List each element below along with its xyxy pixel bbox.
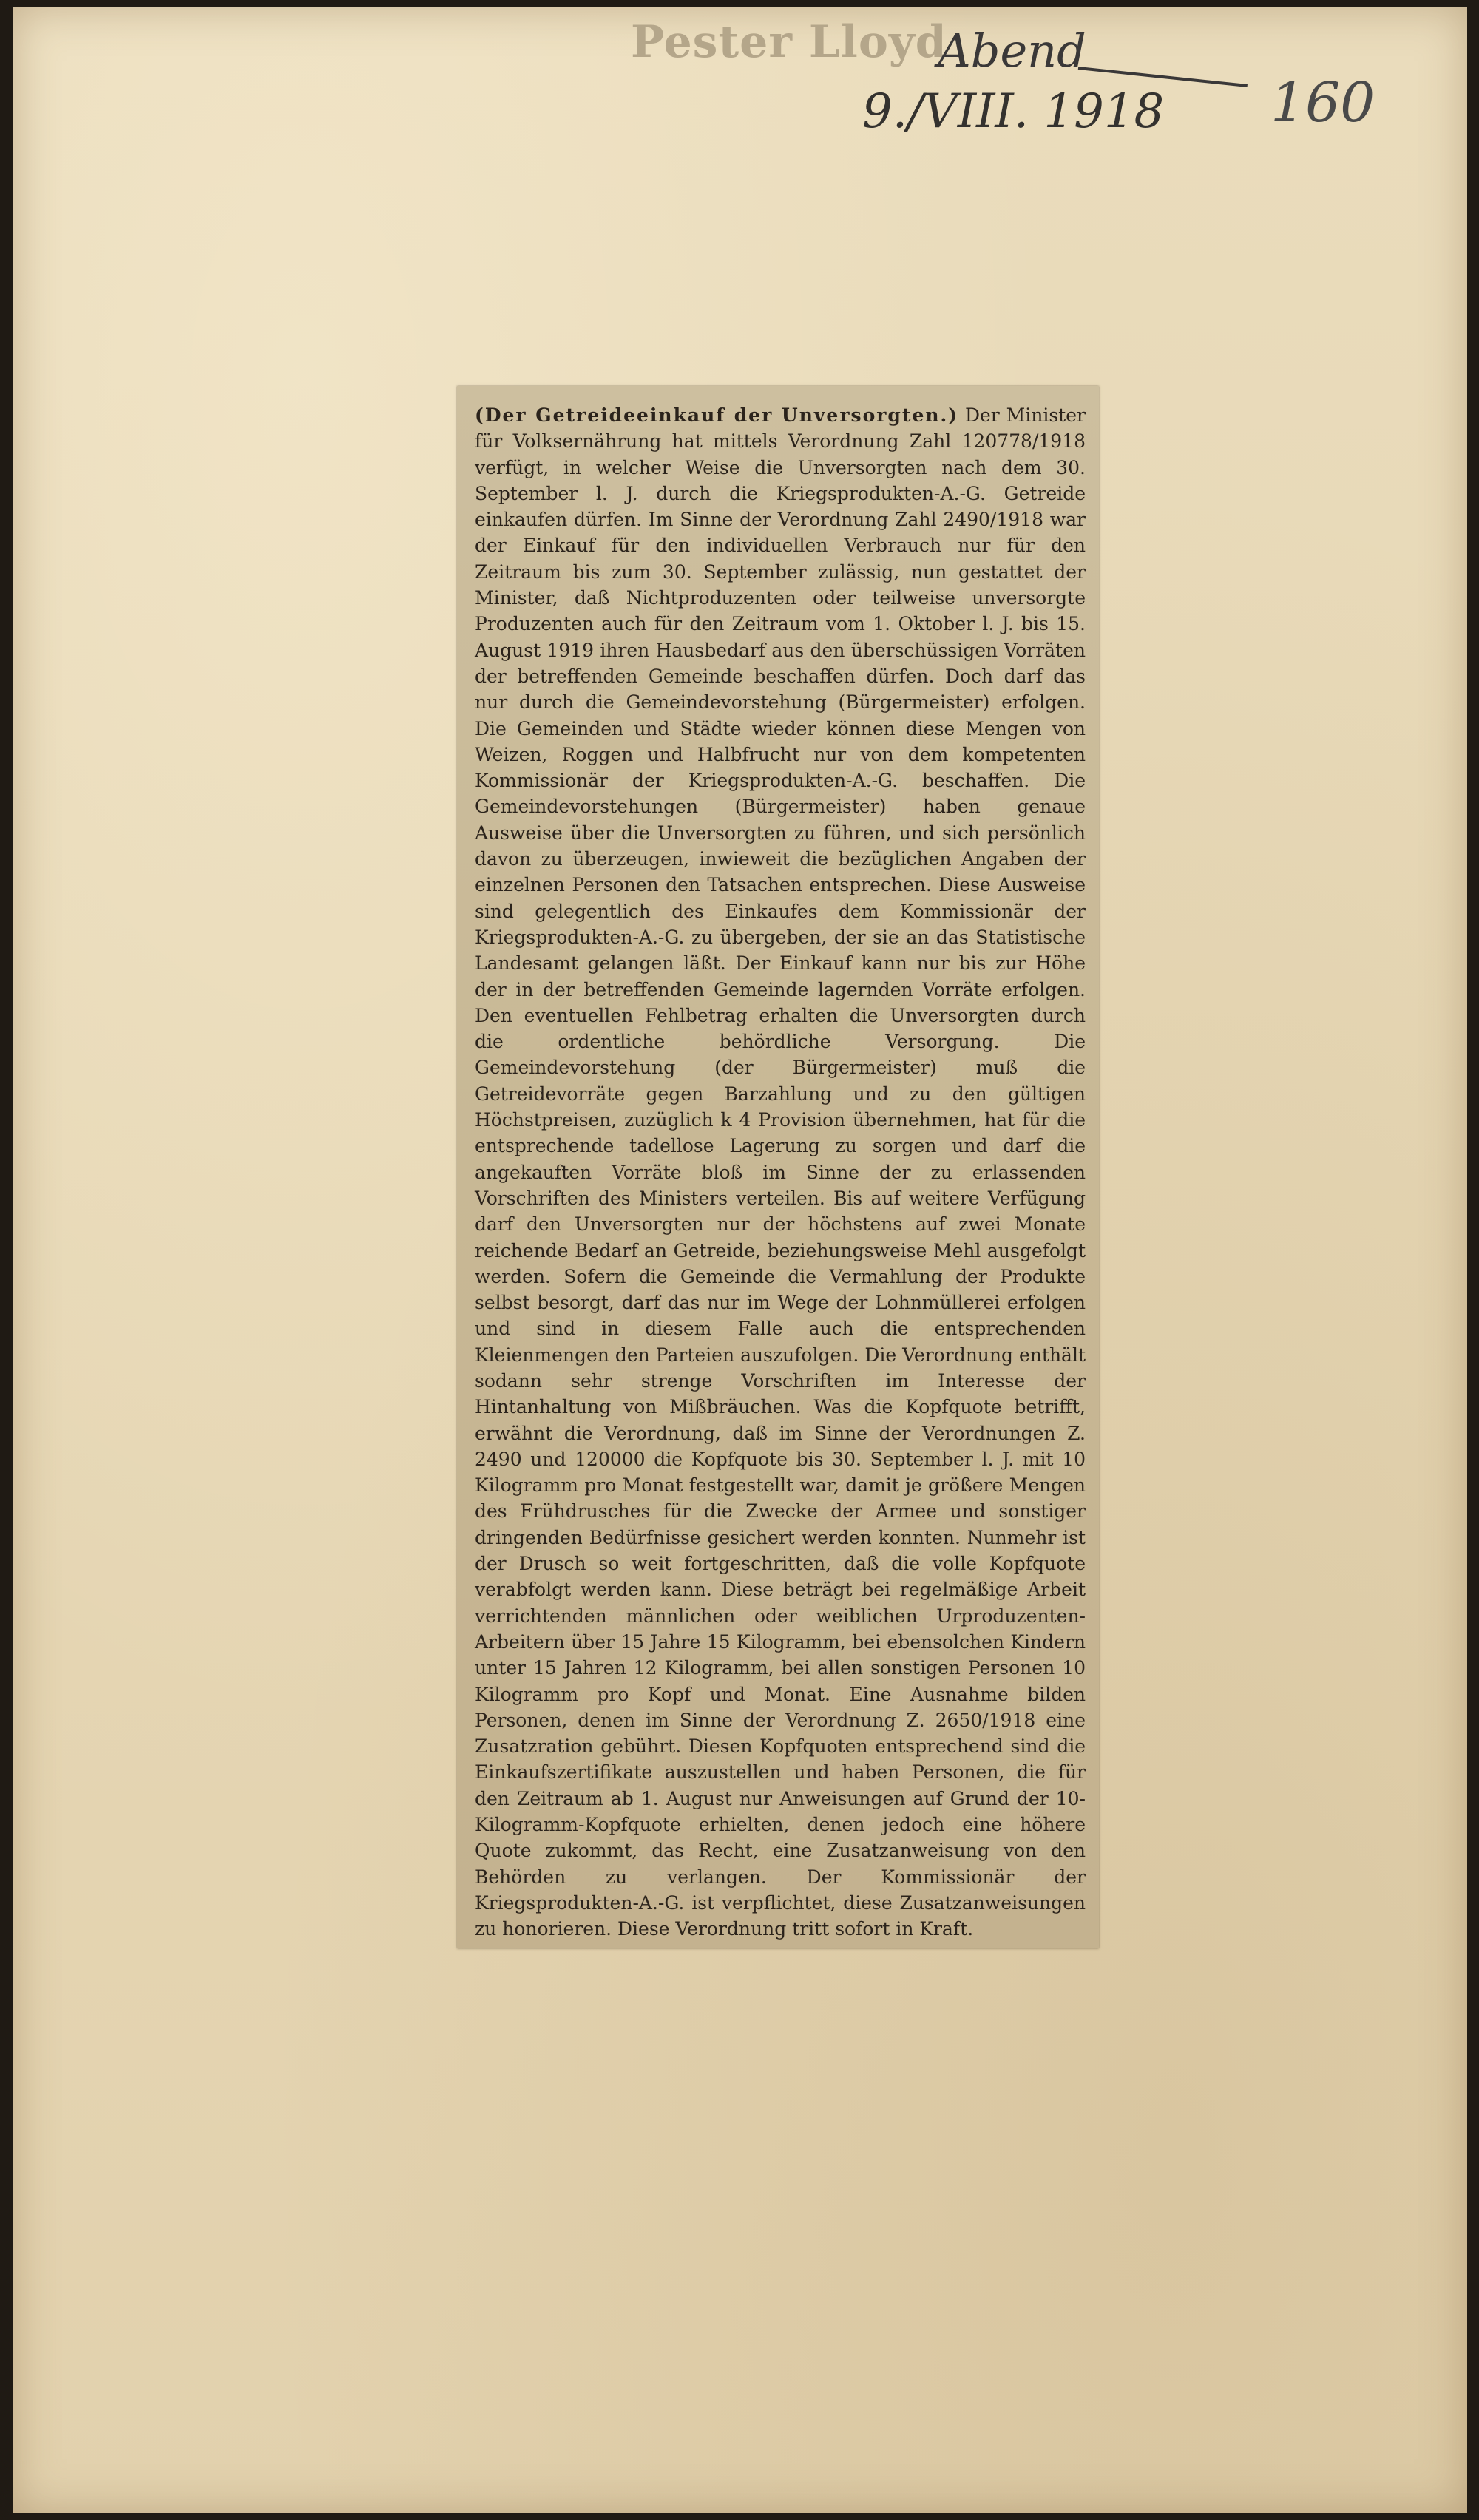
article-paragraph <box>475 402 1086 1942</box>
archive-number: 160 <box>1270 71 1375 135</box>
handwritten-date: 9./VIII. 1918 <box>862 84 1165 139</box>
article-body <box>475 402 1086 1942</box>
article-headline: (Der Getreideeinkauf der Unversorgten.) <box>475 404 959 426</box>
newspaper-clipping <box>457 386 1099 1948</box>
newspaper-name-stamp: Pester Lloyd <box>631 16 947 68</box>
archive-sheet <box>13 7 1467 2513</box>
article-text: Der Minister für Volksernährung hat mittels Verordnung Zahl 120778/1918 verfügt, in welcher Weise die Unversorgten nach dem 30. September l. J. durch die Kriegsprodukten-A.-G. Getreide einkaufen dürfen. Im Sinne der Verordnung Zahl 2490/1918 war der Einkauf für den individuellen Verbrauch nur für den Zeitraum bis zum 30. September zulässig, nun gestattet der Minister, daß Nichtproduzenten oder teilweise unversorgte Produzenten auch für den Zeitraum vom 1. Oktober l. J. bis 15. August 1919 ihren Hausbedarf aus den überschüssigen Vorräten der betreffenden Gemeinde beschaffen dürfen. Doch darf das nur durch die Gemeindevorstehung (Bürgermeister) erfolgen. Die Gemeinden und Städte wieder können diese Mengen von Weizen, Roggen und Halbfrucht nur von dem kompetenten Kommissionär der Kriegsprodukten-A.-G. beschaffen. Die Gemeindevorstehungen (Bürgermeister) haben genaue Ausweise über die Unversorgten zu führen, und sich persönlich davon zu überzeugen, inwieweit die bezüglichen Angaben der einzelnen Personen den Tatsachen entsprechen. Diese Ausweise sind gelegentlich des Einkaufes dem Kommissionär der Kriegsprodukten-A.-G. zu übergeben, der sie an das Statistische Landesamt gelangen läßt. Der Einkauf kann nur bis zur Höhe der in der betreffenden Gemeinde lagernden Vorräte erfolgen. Den eventuellen Fehlbetrag erhalten die Unversorgten durch die ordentliche behördliche Versorgung. Die Gemeindevorstehung (der Bürgermeister) muß die Getreidevorräte gegen Barzahlung und zu den gültigen Höchstpreisen, zuzüglich k 4 Provision übernehmen, hat für die entsprechende tadellose Lagerung zu sorgen und darf die angekauften Vorräte bloß im Sinne der zu erlassenden Vorschriften des Ministers verteilen. Bis auf weitere Verfügung darf den Unversorgten nur der höchstens auf zwei Monate reichende Bedarf an Getreide, beziehungsweise Mehl ausgefolgt werden. Sofern die Gemeinde die Vermahlung der Produkte selbst besorgt, darf das nur im Wege der Lohnmüllerei erfolgen und sind in diesem Falle auch die entsprechenden Kleienmengen den Parteien auszufolgen. Die Verordnung enthält sodann sehr strenge Vorschriften im Interesse der Hintanhaltung von Mißbräuchen. Was die Kopfquote betrifft, erwähnt die Verordnung, daß im Sinne der Verordnungen Z. 2490 und 120000 die Kopfquote bis 30. September l. J. mit 10 Kilogramm pro Monat festgestellt war, damit je größere Mengen des Frühdrusches für die Zwecke der Armee und sonstiger dringenden Bedürfnisse gesichert werden konnten. Nunmehr ist der Drusch so weit fortgeschritten, daß die volle Kopfquote verabfolgt werden kann. Diese beträgt bei regelmäßige Arbeit verrichtenden männlichen oder weiblichen Urproduzenten-Arbeitern über 15 Jahre 15 Kilogramm, bei ebensolchen Kindern unter 15 Jahren 12 Kilogramm, bei allen sonstigen Personen 10 Kilogramm pro Kopf und Monat. Eine Ausnahme bilden Personen, denen im Sinne der Verordnung Z. 2650/1918 eine Zusatzration gebührt. Diesen Kopfquoten entsprechend sind die Einkaufszertifikate auszustellen und haben Personen, die für den Zeitraum ab 1. August nur Anweisungen auf Grund der 10-Kilogramm-Kopfquote erhielten, denen jedoch eine höhere Quote zukommt, das Recht, eine Zusatzanweisung von den Behörden zu verlangen. Der Kommissionär der Kriegsprodukten-A.-G. ist verpflichtet, diese Zusatzanweisungen zu honorieren. Diese Verordnung tritt sofort in Kraft. <box>475 404 1086 1940</box>
handwritten-edition-note: Abend <box>938 24 1086 78</box>
